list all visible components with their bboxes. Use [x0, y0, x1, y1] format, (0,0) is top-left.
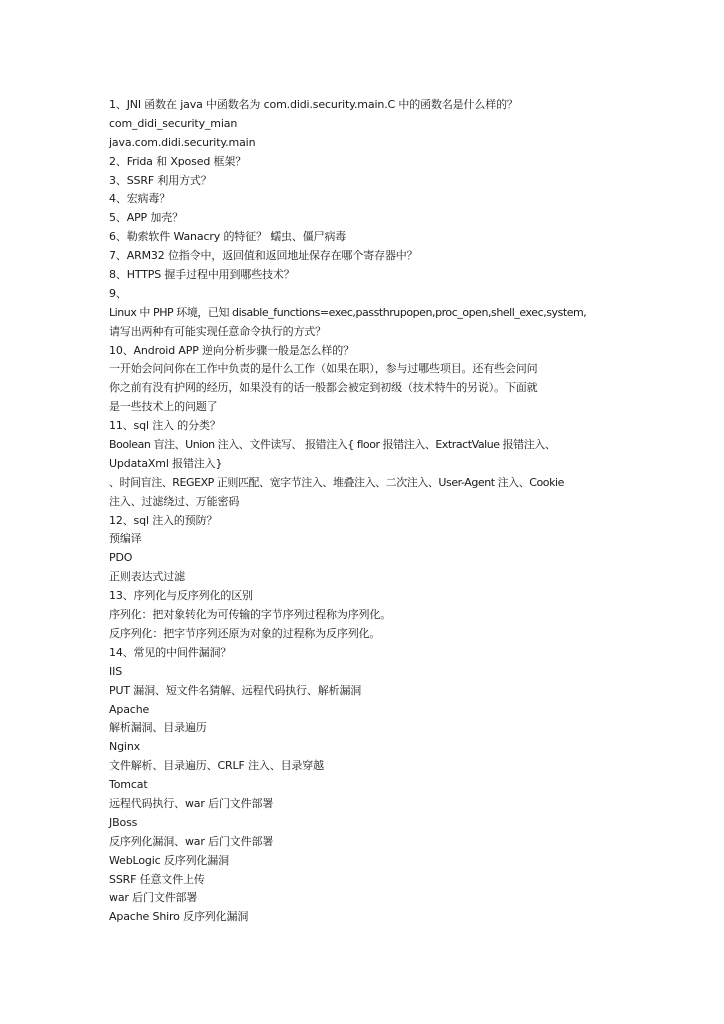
text-line: 12、sql 注入的预防？: [109, 513, 218, 527]
text-line: 11、sql 注入 的分类？: [109, 419, 221, 433]
text-line: 2、Frida 和 Xposed 框架？: [109, 154, 247, 168]
text-line: 反序列化漏洞、war 后门文件部署: [109, 834, 274, 848]
text-line: 3、SSRF 利用方式？: [109, 173, 212, 187]
text-line: Tomcat: [109, 778, 148, 792]
text-line: 13、序列化与反序列化的区别: [109, 589, 253, 603]
text-line: 7、ARM32 位指令中，返回值和返回地址保存在哪个寄存器中？: [109, 249, 418, 263]
text-line: java.com.didi.security.main: [109, 135, 256, 149]
text-line: 1、JNI 函数在 java 中函数名为 com.didi.security.main.C 中的函数名是什么样的？: [109, 98, 518, 111]
text-line: 你之前有没有护网的经历，如果没有的话一般都会被定到初级（技术特牛的另说）。下面就: [109, 381, 538, 395]
text-line: 解析漏洞、目录遍历: [109, 721, 207, 735]
text-line: 是一些技术上的问题了: [109, 400, 218, 414]
text-line: 9、: [109, 286, 127, 300]
text-line: 6、勒索软件 Wanacry 的特征？ 蠕虫、僵尸病毒: [109, 230, 347, 244]
text-line: 14、常见的中间件漏洞？: [109, 645, 232, 659]
text-line: Linux 中 PHP 环境，已知 disable_functions=exec,passthrupopen,proc_open,shell_exec,system,: [109, 305, 587, 319]
text-line: Nginx: [109, 740, 140, 754]
text-line: 、时间盲注、REGEXP 正则匹配、宽字节注入、堆叠注入、二次注入、User-Agent 注入、Cookie: [109, 475, 564, 489]
text-line: 5、APP 加壳？: [109, 211, 183, 225]
text-line: Boolean 盲注、Union 注入、文件读写、 报错注入{ floor 报错注入、ExtractValue 报错注入、: [109, 438, 556, 452]
text-line: 序列化：把对象转化为可传输的字节序列过程称为序列化。: [109, 608, 392, 622]
text-line: 一开始会问问你在工作中负责的是什么工作（如果在职），参与过哪些项目。还有些会问问: [109, 362, 538, 376]
text-line: Apache: [109, 702, 150, 716]
text-line: Apache Shiro 反序列化漏洞: [109, 910, 249, 924]
text-line: war 后门文件部署: [109, 891, 198, 905]
text-line: JBoss: [109, 815, 138, 829]
text-line: 请写出两种有可能实现任意命令执行的方式？: [109, 324, 326, 338]
text-line: 4、宏病毒？: [109, 192, 171, 206]
text-line: SSRF 任意文件上传: [109, 872, 205, 886]
text-line: 8、HTTPS 握手过程中用到哪些技术？: [109, 268, 295, 282]
text-line: com_didi_security_mian: [109, 116, 238, 130]
text-line: 文件解析、目录遍历、CRLF 注入、目录穿越: [109, 759, 324, 773]
text-line: PUT 漏洞、短文件名猜解、远程代码执行、解析漏洞: [109, 683, 362, 697]
text-line: 预编译: [109, 532, 142, 546]
document-body: [109, 96, 629, 927]
text-line: PDO: [109, 551, 133, 565]
text-line: 注入、过滤绕过、万能密码: [109, 494, 240, 508]
text-line: 反序列化：把字节序列还原为对象的过程称为反序列化。: [109, 626, 381, 640]
text-line: UpdataXml 报错注入}: [109, 456, 223, 470]
text-line: 10、Android APP 逆向分析步骤一般是怎么样的？: [109, 343, 354, 357]
text-line: 远程代码执行、war 后门文件部署: [109, 796, 274, 810]
text-line: 正则表达式过滤: [109, 570, 185, 584]
text-line: WebLogic 反序列化漏洞: [109, 853, 229, 867]
text-line: IIS: [109, 664, 123, 678]
